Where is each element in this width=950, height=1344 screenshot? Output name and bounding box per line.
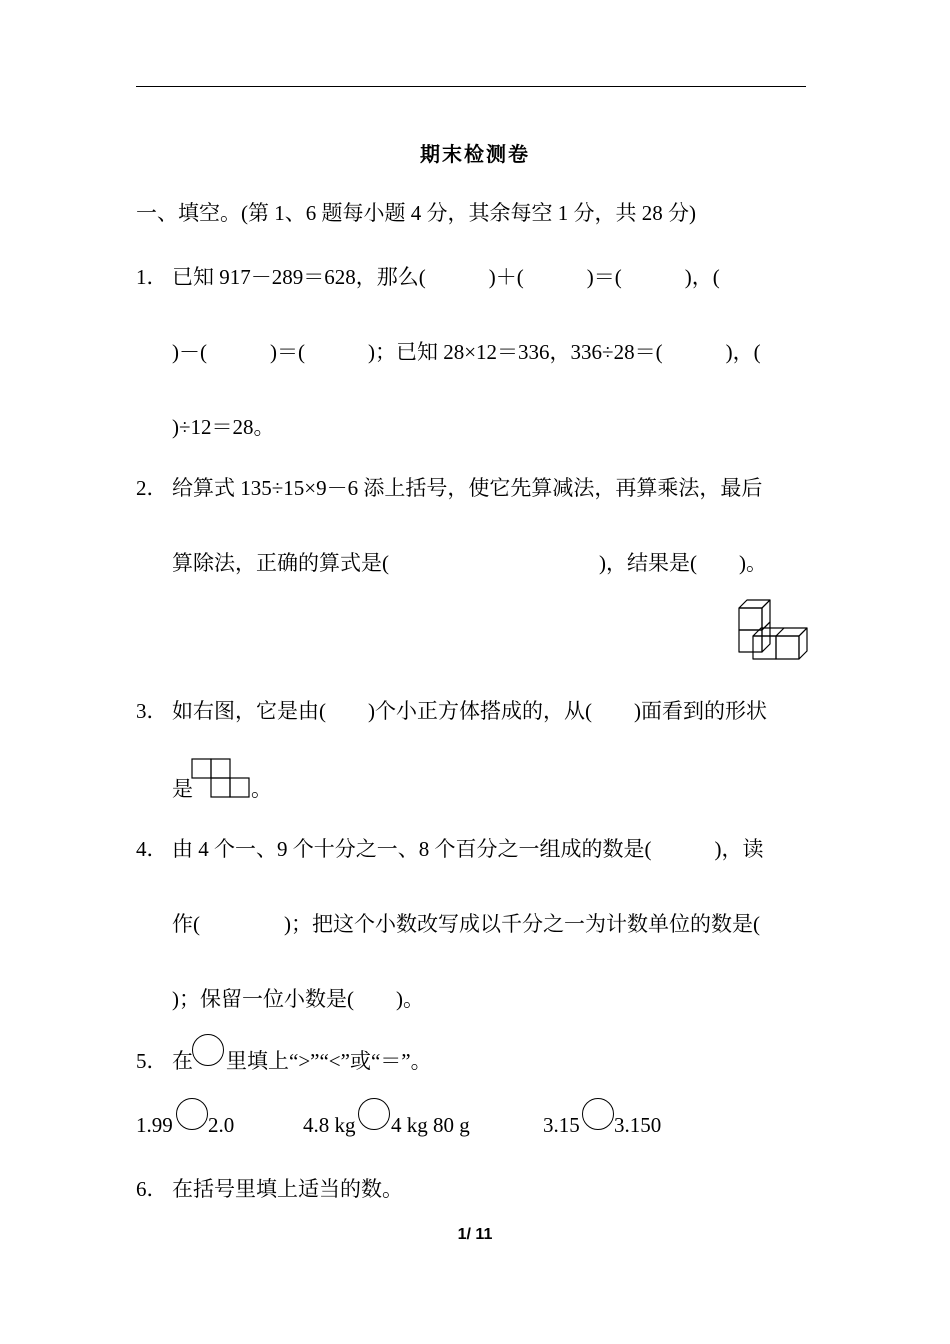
q3-line-2-suffix: 。 — [251, 777, 272, 801]
q1-line-2: )－( )＝( )；已知 28×12＝336，336÷28＝( )，( — [172, 340, 761, 364]
compare-circle-icon — [192, 1034, 224, 1066]
q3-number: 3． — [136, 699, 168, 723]
q3-line-2-prefix: 是 — [172, 777, 193, 801]
header-rule — [136, 86, 806, 87]
q1-number: 1． — [136, 265, 168, 289]
q4-line-1: 由 4 个一、9 个十分之一、8 个百分之一组成的数是( )，读 — [172, 837, 764, 861]
q4-number: 4． — [136, 837, 168, 861]
q5-prefix: 在 — [172, 1049, 193, 1073]
q5-instruction: 里填上“>”“<”或“＝”。 — [226, 1049, 432, 1073]
q5-item-2-circle[interactable] — [358, 1098, 390, 1130]
q1-line-1: 已知 917－289＝628，那么( )＋( )＝( )，( — [172, 265, 720, 289]
q4-line-3: )；保留一位小数是( )。 — [172, 987, 424, 1011]
q5-item-3-left: 3.15 — [543, 1113, 580, 1137]
q2-line-2: 算除法，正确的算式是( )，结果是( )。 — [172, 551, 767, 575]
view-shape-figure — [191, 758, 253, 800]
page-title: 期末检测卷 — [420, 142, 530, 166]
page-number: 1/ 11 — [457, 1226, 493, 1243]
q6-number: 6． — [136, 1177, 168, 1201]
q5-item-1-circle[interactable] — [176, 1098, 208, 1130]
q1-line-3: )÷12＝28。 — [172, 415, 275, 439]
q5-item-3-right: 3.150 — [614, 1113, 662, 1137]
q5-item-1-left: 1.99 — [136, 1113, 173, 1137]
q5-number: 5． — [136, 1049, 168, 1073]
section-1-heading: 一、填空。(第 1、6 题每小题 4 分，其余每空 1 分，共 28 分) — [136, 201, 696, 225]
q5-item-1-right: 2.0 — [208, 1113, 235, 1137]
q3-line-1: 如右图，它是由( )个小正方体搭成的，从( )面看到的形状 — [172, 699, 767, 723]
q6-line-1: 在括号里填上适当的数。 — [172, 1177, 403, 1201]
q2-line-1: 给算式 135÷15×9－6 添上括号，使它先算减法，再算乘法，最后 — [172, 476, 763, 500]
q5-item-3-circle[interactable] — [582, 1098, 614, 1130]
cube-stack-figure — [734, 598, 810, 664]
q2-number: 2． — [136, 476, 168, 500]
q5-item-2-left: 4.8 kg — [303, 1113, 356, 1137]
q5-item-2-right: 4 kg 80 g — [391, 1113, 470, 1137]
q4-line-2: 作( )；把这个小数改写成以千分之一为计数单位的数是( — [172, 912, 760, 936]
